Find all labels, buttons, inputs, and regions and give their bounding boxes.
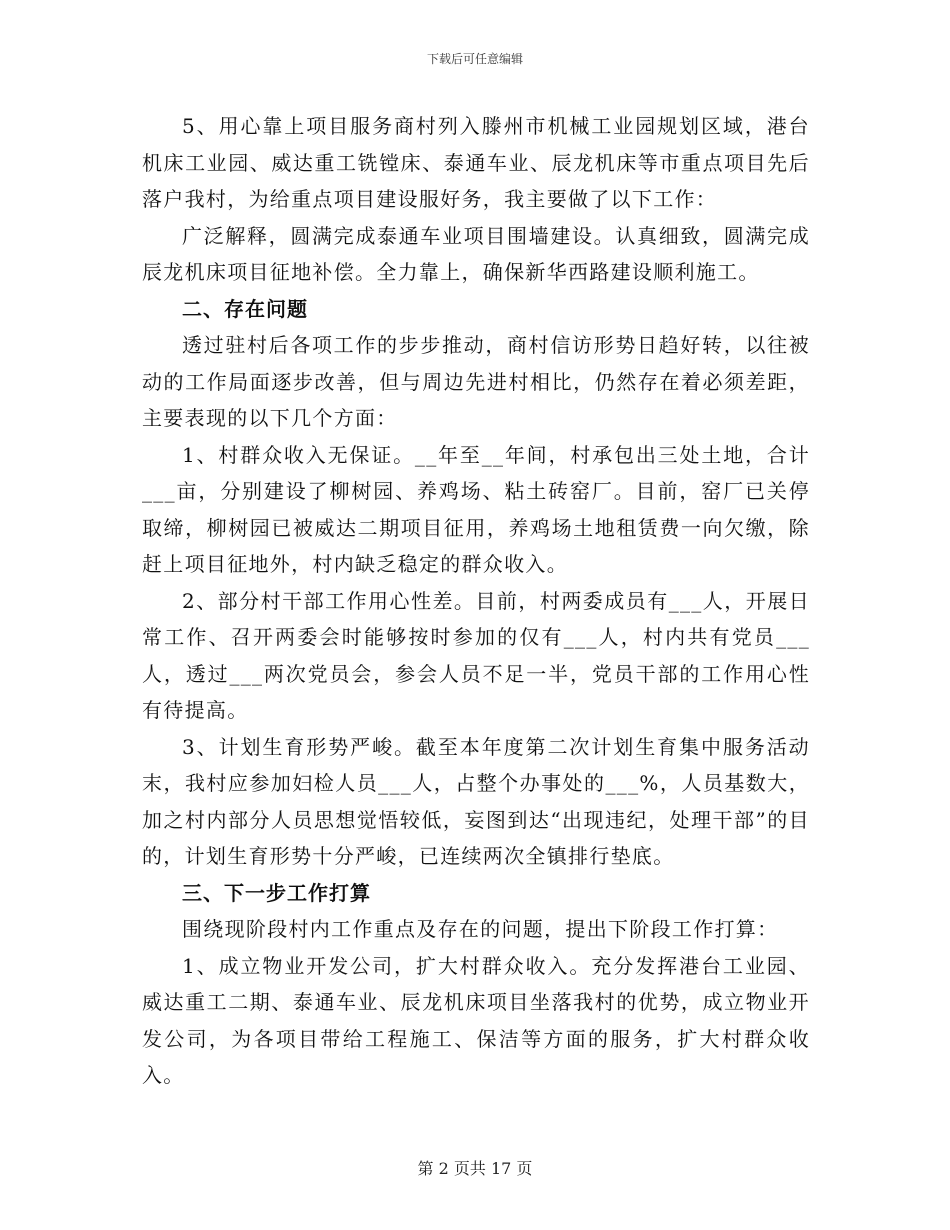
page-footer: 第 2 页共 17 页: [417, 1159, 533, 1178]
paragraph-project-service: 5、用心靠上项目服务商村列入滕州市机械工业园规划区域，港台机床工业园、威达重工铣镗床、泰通车业、辰龙机床等市重点项目先后落户我村，为给重点项目建设服好务，我主要做了以下工作：: [142, 114, 810, 211]
page-header: 下载后可任意编辑: [426, 52, 523, 66]
paragraph-next-steps-intro: 围绕现阶段村内工作重点及存在的问题，提出下阶段工作打算：: [182, 917, 779, 941]
paragraph-next-step-property-company: 1、成立物业开发公司，扩大村群众收入。充分发挥港台工业园、威达重工二期、泰通车业、辰龙机床项目坐落我村的优势，成立物业开发公司，为各项目带给工程施工、保洁等方面的服务，扩大村群众收入。: [142, 953, 810, 1087]
section-heading-next-steps: 三、下一步工作打算: [182, 880, 371, 905]
section-heading-problems: 二、存在问题: [182, 296, 308, 321]
paragraph-problems-intro: 透过驻村后各项工作的步步推动，商村信访形势日趋好转，以往被动的工作局面逐步改善，但与周边先进村相比，仍然存在着必须差距，主要表现的以下几个方面：: [142, 333, 810, 430]
paragraph-work-done: 广泛解释，圆满完成泰通车业项目围墙建设。认真细致，圆满完成辰龙机床项目征地补偿。全力靠上，确保新华西路建设顺利施工。: [142, 223, 810, 284]
document-body: [142, 108, 810, 1094]
paragraph-problem-cadres: 2、部分村干部工作用心性差。目前，村两委成员有___人，开展日常工作、召开两委会时能够按时参加的仅有___人，村内共有党员___人，透过___两次党员会，参会人员不足一半，党员干部的工作用心性有待提高。: [142, 588, 810, 722]
paragraph-problem-family-planning: 3、计划生育形势严峻。截至本年度第二次计划生育集中服务活动末，我村应参加妇检人员___人，占整个办事处的___%，人员基数大，加之村内部分人员思想觉悟较低，妄图到达“出现违纪，处理干部”的目的，计划生育形势十分严峻，已连续两次全镇排行垫底。: [142, 734, 810, 868]
paragraph-problem-income: 1、村群众收入无保证。__年至__年间，村承包出三处土地，合计___亩，分别建设了柳树园、养鸡场、粘土砖窑厂。目前，窑厂已关停取缔，柳树园已被威达二期项目征用，养鸡场土地租赁费一向欠缴，除赶上项目征地外，村内缺乏稳定的群众收入。: [142, 442, 810, 576]
